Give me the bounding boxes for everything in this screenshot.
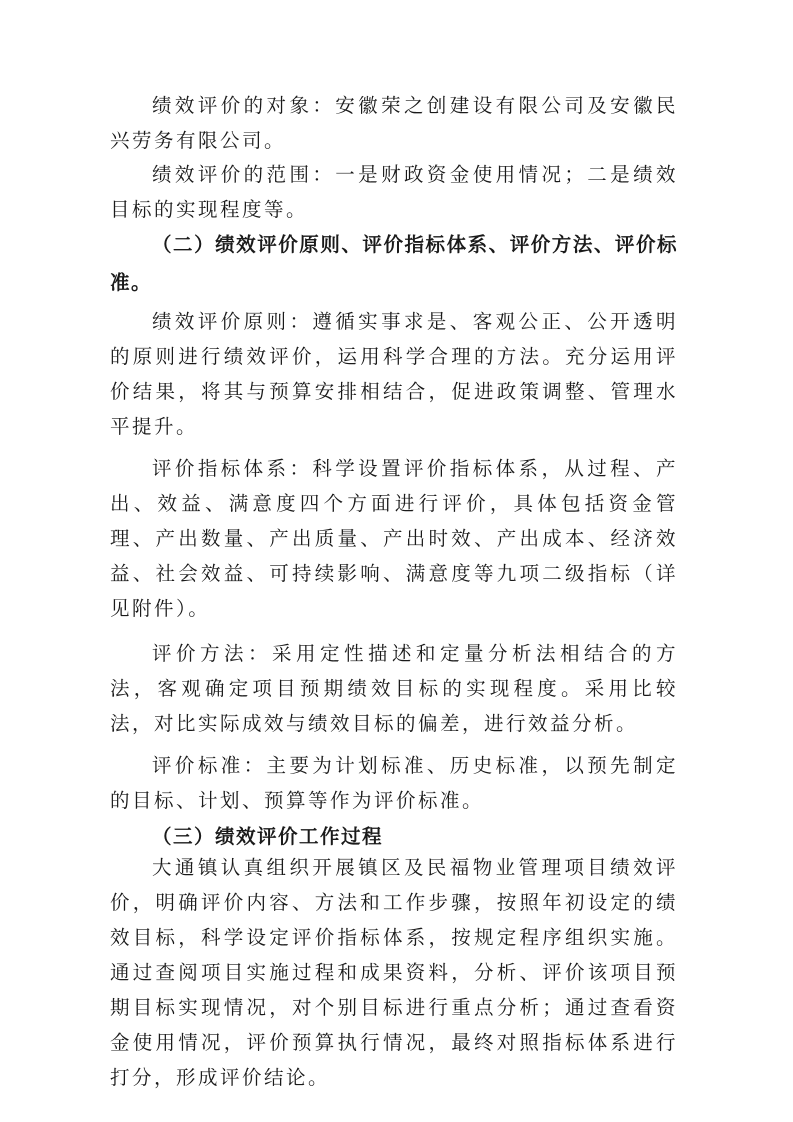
- paragraph-evaluation-object: 绩效评价的对象：安徽荣之创建设有限公司及安徽民兴劳务有限公司。: [110, 94, 678, 152]
- section-heading-principles: （二）绩效评价原则、评价指标体系、评价方法、评价标准。: [110, 233, 678, 294]
- paragraph-indicator-system: 评价指标体系：科学设置评价指标体系，从过程、产出、效益、满意度四个方面进行评价，具体包括资金管理、产出数量、产出质量、产出时效、产出成本、经济效益、社会效益、可持续影响、满意度等九项二级指标（详见附件）。: [110, 457, 678, 620]
- paragraph-evaluation-method: 评价方法：采用定性描述和定量分析法相结合的方法，客观确定项目预期绩效目标的实现程度。采用比较法，对比实际成效与绩效目标的偏差，进行效益分析。: [110, 642, 678, 735]
- paragraph-evaluation-standard: 评价标准：主要为计划标准、历史标准，以预先制定的目标、计划、预算等作为评价标准。: [110, 754, 678, 812]
- paragraph-work-process: 大通镇认真组织开展镇区及民福物业管理项目绩效评价，明确评价内容、方法和工作步骤，按照年初设定的绩效目标，科学设定评价指标体系，按规定程序组织实施。通过查阅项目实施过程和成果资料，分析、评价该项目预期目标实现情况，对个别目标进行重点分析；通过查看资金使用情况，评价预算执行情况，最终对照指标体系进行打分，形成评价结论。: [110, 856, 678, 1089]
- section-heading-process: （三）绩效评价工作过程: [152, 825, 384, 848]
- paragraph-evaluation-principles: 绩效评价原则：遵循实事求是、客观公正、公开透明的原则进行绩效评价，运用科学合理的方法。充分运用评价结果，将其与预算安排相结合，促进政策调整、管理水平提升。: [110, 310, 678, 438]
- paragraph-evaluation-scope: 绩效评价的范围：一是财政资金使用情况；二是绩效目标的实现程度等。: [110, 163, 678, 221]
